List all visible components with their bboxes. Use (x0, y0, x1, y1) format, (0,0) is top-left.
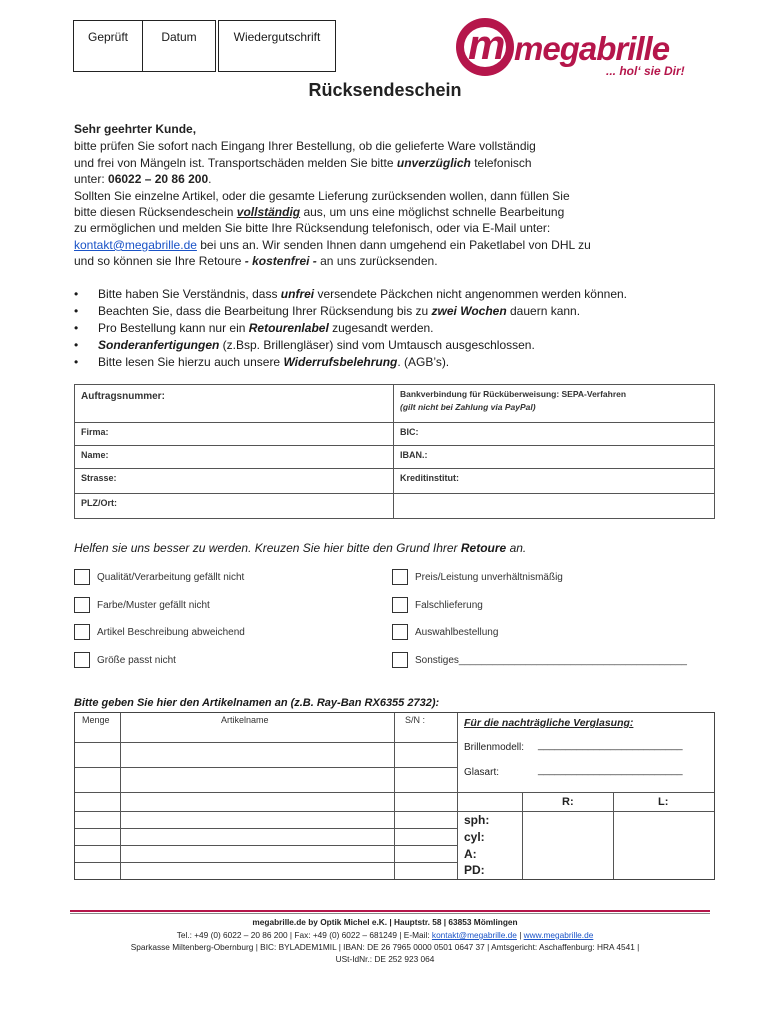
logo-letter: m (468, 21, 506, 68)
intro-line: und frei von Mängeln ist. Transportschäden melden Sie bitte unverzüglich telefonisch (74, 155, 532, 170)
footer-company: megabrille.de by Optik Michel e.K. | Hauptstr. 58 | 63853 Mömlingen (252, 917, 518, 927)
col-serial: S/N : (405, 715, 426, 725)
empty-cell (394, 494, 715, 519)
intro-line: zu ermöglichen und melden Sie bitte Ihre Rücksendung telefonisch, oder via E-Mail unter: (74, 221, 551, 236)
list-item: • Bitte haben Sie Verständnis, dass unfrei versendete Päckchen nicht angenommen werden können. (74, 287, 628, 301)
reason-prompt: Helfen sie uns besser zu werden. Kreuzen Sie hier bitte den Grund Ihrer Retoure an. (74, 541, 527, 555)
checkbox-box[interactable] (392, 652, 408, 668)
bank-name-field[interactable]: Kreditinstitut: (394, 469, 715, 494)
checked-label: Geprüft (87, 30, 129, 44)
customer-form (74, 384, 715, 519)
checked-box (73, 20, 143, 72)
intro-line: bitte diesen Rücksendeschein vollständig aus, um uns eine möglichst schnelle Bearbeitung (74, 205, 565, 220)
checkbox-box[interactable] (392, 597, 408, 613)
axis-label: A: (464, 847, 477, 861)
checkbox-box[interactable] (74, 597, 90, 613)
list-item: • Pro Bestellung kann nur ein Retourenlabel zugesandt werden. (74, 321, 434, 335)
intro-line: und so können sie Ihre Retoure - kostenfrei - an uns zurücksenden. (74, 254, 438, 269)
left-eye-label: L: (658, 796, 669, 808)
pd-label: PD: (464, 863, 485, 877)
phone-number: 06022 – 20 86 200 (108, 172, 209, 187)
bank-details-header: Bankverbindung für Rücküberweisung: SEPA-Verfahren (gilt nicht bei Zahlung via PayPal) (394, 385, 715, 423)
credit-box (218, 20, 336, 72)
frame-model-label: Brillenmodell: (464, 742, 525, 753)
col-quantity: Menge (82, 715, 110, 725)
article-heading: Bitte geben Sie hier den Artikelnamen an (z.B. Ray-Ban RX6355 2732): (74, 697, 440, 709)
intro-line: unter: 06022 – 20 86 200. (74, 172, 212, 187)
article-table[interactable] (74, 712, 715, 880)
checkbox-box[interactable] (74, 652, 90, 668)
credit-label: Wiedergutschrift (233, 30, 321, 44)
date-label: Datum (161, 30, 197, 44)
checkbox-box[interactable] (74, 569, 90, 585)
right-eye-label: R: (562, 796, 574, 808)
footer-web-link[interactable]: www.megabrille.de (523, 930, 594, 940)
footer-email-link[interactable]: kontakt@megabrille.de (431, 930, 517, 940)
order-number-field[interactable]: Auftragsnummer: (75, 385, 394, 423)
logo-brand: megabrille (514, 30, 670, 67)
logo-tagline: ... hol‘ sie Dir! (606, 64, 685, 78)
iban-field[interactable]: IBAN.: (394, 446, 715, 469)
date-box (142, 20, 216, 72)
greeting: Sehr geehrter Kunde, (74, 122, 197, 136)
bullet-icon: • (74, 355, 79, 369)
footer-contact: Tel.: +49 (0) 6022 – 20 86 200 | Fax: +49 (0) 6022 – 681249 | E-Mail: kontakt@megabrille.de | www.megabrille.de (176, 930, 594, 940)
checkbox-box[interactable] (392, 624, 408, 640)
bullet-icon: • (74, 338, 79, 352)
checkbox-box[interactable] (392, 569, 408, 585)
sph-label: sph: (464, 813, 490, 827)
megabrille-logo (456, 16, 710, 82)
glazing-title: Für die nachträgliche Verglasung: (464, 717, 634, 729)
lens-type-input[interactable]: __________________________ (538, 765, 683, 776)
company-field[interactable]: Firma: (75, 423, 394, 446)
footer-vat: USt-IdNr.: DE 252 923 064 (335, 954, 435, 964)
intro-text (74, 121, 694, 270)
list-item: • Beachten Sie, dass die Bearbeitung Ihrer Rücksendung bis zu zwei Wochen dauern kann. (74, 304, 581, 318)
intro-line: kontakt@megabrille.de bei uns an. Wir senden Ihnen dann umgehend ein Paketlabel von DHL zu (74, 237, 591, 252)
notes-list (74, 286, 714, 371)
bullet-icon: • (74, 287, 79, 301)
footer-rule (70, 910, 710, 912)
col-article-name: Artikelname (221, 715, 269, 725)
cyl-label: cyl: (464, 830, 485, 844)
bic-field[interactable]: BIC: (394, 423, 715, 446)
list-item: • Sonderanfertigungen (z.Bsp. Brillengläser) sind vom Umtausch ausgeschlossen. (74, 338, 535, 352)
bullet-icon: • (74, 321, 79, 335)
intro-line: Sollten Sie einzelne Artikel, oder die gesamte Lieferung zurücksenden wollen, dann füllen Sie (74, 188, 570, 203)
checkbox-box[interactable] (74, 624, 90, 640)
zip-city-field[interactable]: PLZ/Ort: (75, 494, 394, 519)
lens-type-label: Glasart: (464, 767, 500, 778)
street-field[interactable]: Strasse: (75, 469, 394, 494)
footer-bank: Sparkasse Miltenberg-Obernburg | BIC: BYLADEM1MIL | IBAN: DE 26 7965 0000 0501 0647 37 | Amtsgericht: Aschaffenburg: HRA 4541 | (130, 942, 640, 952)
frame-model-input[interactable]: __________________________ (538, 740, 683, 751)
list-item: • Bitte lesen Sie hierzu auch unsere Widerrufsbelehrung. (AGB’s). (74, 355, 450, 369)
email-link[interactable]: kontakt@megabrille.de (74, 237, 197, 252)
page-title: Rücksendeschein (308, 80, 462, 100)
name-field[interactable]: Name: (75, 446, 394, 469)
footer-rule-shadow (70, 913, 710, 914)
bullet-icon: • (74, 304, 79, 318)
intro-line: bitte prüfen Sie sofort nach Eingang Ihrer Bestellung, ob die gelieferte Ware vollständig (74, 139, 536, 154)
